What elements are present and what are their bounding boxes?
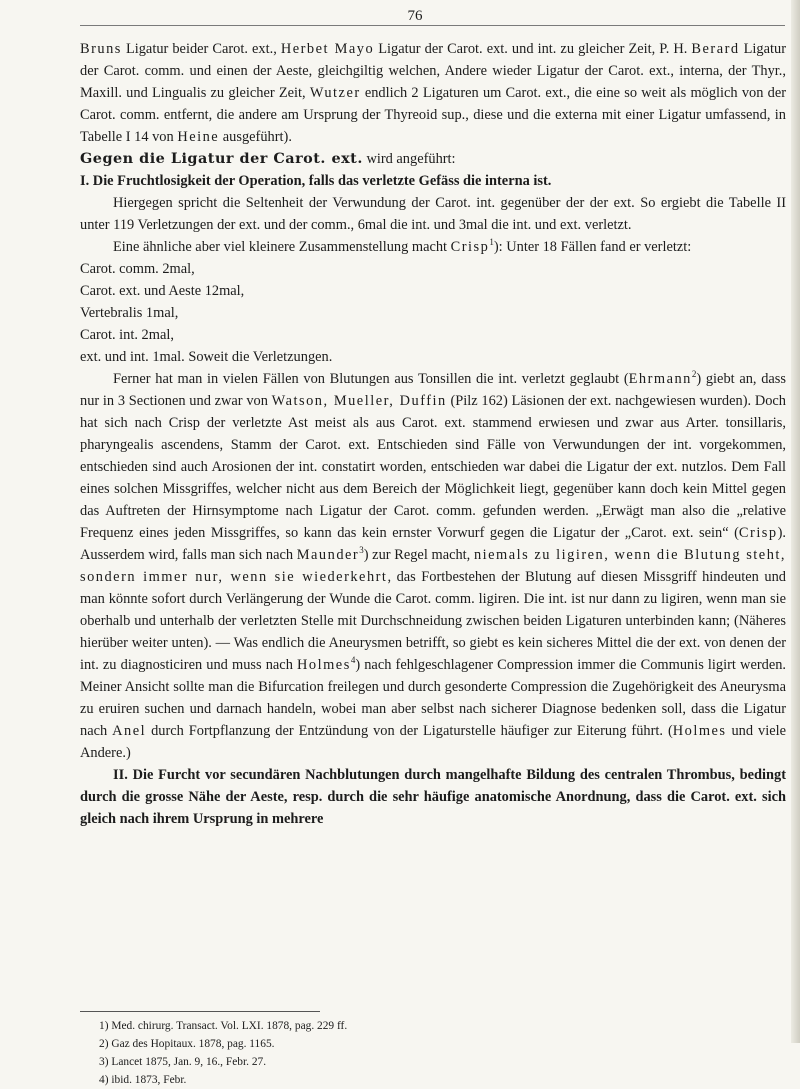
- text-run: Hiergegen spricht die Seltenheit der Verwundung der Carot. int. gegenüber der der ext. So ergiebt die Tabelle II unter 119 Verletzungen der ext. und der comm., 6mal die int. und 3mal die int. und ext. verletzt.: [80, 195, 786, 233]
- paragraph-p1: [80, 38, 786, 148]
- paragraph-p11: [80, 368, 786, 764]
- text-run: Vertebralis 1mal,: [80, 305, 179, 321]
- page-edge-shadow: [791, 0, 800, 1043]
- text-run: Maunder: [296, 547, 360, 563]
- text-run: ) nach fehlgeschlagener Compression immer die Communis ligirt werden. Meiner Ansicht sollte man die Bifurcation freilegen und durch gesonderte Compression die Zugehörigkeit des Aneurysma zu eruiren suchen und darnach handeln, wobei man aber selbst nach sicherer Diagnose bedenken soll, dass die Ligatur nach: [80, 657, 786, 739]
- footnote-ref: 3: [359, 545, 364, 556]
- footnote-text: Lancet 1875, Jan. 9, 16., Febr. 27.: [111, 1056, 267, 1068]
- text-run: ) zur Regel macht,: [363, 547, 474, 563]
- text-run: Ligatur beider Carot. ext.,: [121, 41, 281, 57]
- text-run: endlich 2 Ligaturen um Carot. ext., die eine so weit als möglich von der Carot. comm. entfernt, die andere am Ursprung der Thyreoid sup., diese und die externa mit einer Ligatur umfassend, in Tabelle I 14 von: [80, 85, 786, 145]
- text-run: niemals zu ligiren, wenn die Blutung steht, sondern immer nur, wenn sie wiederkehrt: [80, 547, 786, 585]
- text-run: Ligatur der Carot. ext. und int. zu gleicher Zeit, P. H.: [374, 41, 692, 57]
- footnote: [99, 1017, 699, 1035]
- text-run: Holmes: [672, 723, 727, 739]
- footnote-ref: 1: [489, 237, 494, 248]
- footnotes: [99, 1017, 699, 1089]
- text-run: Crisp: [738, 525, 778, 541]
- footnote-ref: 2: [691, 369, 697, 380]
- footnote-text: Med. chirurg. Transact. Vol. LXI. 1878, pag. 229 ff.: [111, 1020, 348, 1032]
- text-run: ). Ausserdem wird, falls man sich nach: [80, 525, 786, 563]
- footnote: [99, 1053, 699, 1071]
- footnote-text: ibid. 1873, Febr.: [111, 1074, 187, 1086]
- paragraph-p10: [80, 346, 786, 368]
- footnote: [99, 1071, 699, 1089]
- text-run: , das Fortbestehen der Blutung auf diesen Missgriff hindeuten und man könnte sofort durch Verlängerung der Wunde die Carot. comm. ligiren. Die int. ist nur dann zu ligiren, wenn man sie oberhalb und unterhalb der verletzten Stelle mit Durchschneidung zwischen beiden Ligaturen unterbinden kann; (Näheres hierüber weiter unten). — Was endlich die Aneurysmen betrifft, so giebt es kein sicheres Mittel die der ext. von denen der int. zu diagnosticiren und muss nach: [80, 569, 786, 673]
- text-run: Wutzer: [309, 85, 361, 101]
- text-run: Herbet Mayo: [280, 41, 375, 57]
- footnote-rule: [80, 1011, 320, 1012]
- text-run: Holmes: [297, 657, 351, 673]
- text-run: ) giebt an, dass nur in 3 Sectionen und zwar von: [80, 371, 786, 409]
- text-run: und viele Andere.): [80, 723, 786, 761]
- footnote-mark: 4): [99, 1074, 109, 1086]
- text-run: Crisp: [450, 239, 490, 255]
- footnote-ref: 4: [350, 655, 356, 666]
- text-run: Ligatur der Carot. comm. und einen der Aeste, gleichgiltig welchen, Andere wieder Ligatur der Carot. ext., interna, der Thyr., Maxill. und Lingualis zu gleicher Zeit,: [80, 41, 786, 101]
- text-run: ausgeführt).: [219, 129, 292, 145]
- paragraph-p12: [80, 764, 786, 830]
- paragraph-p2: [80, 148, 786, 170]
- text-run: Ferner hat man in vielen Fällen von Blutungen aus Tonsillen die int. verletzt geglaubt (: [113, 371, 629, 387]
- section-heading-text: Gegen die Ligatur der Carot. ext.: [80, 150, 363, 167]
- text-run: Berard: [691, 41, 740, 57]
- text-run: Eine ähnliche aber viel kleinere Zusammenstellung macht: [113, 239, 451, 255]
- footnote: [99, 1035, 699, 1053]
- header-rule: [80, 25, 785, 26]
- section-heading-text: I. Die Fruchtlosigkeit der Operation, falls das verletzte Gefäss die interna ist.: [80, 173, 552, 189]
- footnote-mark: 3): [99, 1056, 109, 1068]
- text-run: (Pilz 162) Läsionen der ext. nachgewiesen wurden). Doch hat sich nach Crisp der verletzte Ast meist als aus Carot. ext. stammend erwiesen und zwar aus Arter. tonsillaris, pharyngealis ascendens, Stamm der Carot. ext. Entschieden sind Fälle von Verwundungen der int. vorgekommen, entschieden sind auch Arosionen der int. constatirt worden, entschieden war dabei die Ligatur der ext. nutzlos. Dem Fall eines solchen Missgriffes, welcher nicht aus dem Bereich der Möglichkeit liegt, gegenüber kann doch kein Mittel gegen das Auftreten der Hirnsymptome nach Ligatur der Carot. comm. gefunden werden. „Erwägt man also die „relative Frequenz eines jeden Missgriffes, so kann das kein ernster Vorwurf gegen die Ligatur der „Carot. ext. sein“ (: [80, 393, 786, 541]
- paragraph-p6: [80, 258, 786, 280]
- paragraph-p3: [80, 170, 786, 192]
- section-heading-text: II. Die Furcht vor secundären Nachblutungen durch mangelhafte Bildung des centralen Thrombus, bedingt durch die grosse Nähe der Aeste, resp. durch die sehr häufige anatomische Anordnung, dass die Carot. ext. sich gleich nach ihrem Ursprung in mehrere: [80, 767, 786, 827]
- text-run: Ehrmann: [628, 371, 692, 387]
- text-run: Heine: [177, 129, 220, 145]
- text-run: Carot. int. 2mal,: [80, 327, 174, 343]
- page-number: 76: [407, 8, 423, 24]
- text-run: ext. und int. 1mal. Soweit die Verletzungen.: [80, 349, 333, 365]
- body-text: [80, 38, 786, 830]
- text-run: Carot. comm. 2mal,: [80, 261, 195, 277]
- text-run: Carot. ext. und Aeste 12mal,: [80, 283, 245, 299]
- text-run: Bruns: [80, 41, 122, 57]
- text-run: Watson, Mueller, Duffin: [271, 393, 447, 409]
- text-run: Anel: [112, 723, 147, 739]
- paragraph-p4: [80, 192, 786, 236]
- footnote-mark: 1): [99, 1020, 109, 1032]
- paragraph-p5: [80, 236, 786, 258]
- paragraph-p7: [80, 280, 786, 302]
- text-run: wird angeführt:: [362, 151, 456, 167]
- paragraph-p9: [80, 324, 786, 346]
- text-run: ): Unter 18 Fällen fand er verletzt:: [493, 239, 692, 255]
- footnote-text: Gaz des Hopitaux. 1878, pag. 1165.: [111, 1038, 275, 1050]
- text-run: durch Fortpflanzung der Entzündung von der Ligaturstelle häufiger zur Eiterung führt. (: [146, 723, 673, 739]
- footnote-mark: 2): [99, 1038, 109, 1050]
- paragraph-p8: [80, 302, 786, 324]
